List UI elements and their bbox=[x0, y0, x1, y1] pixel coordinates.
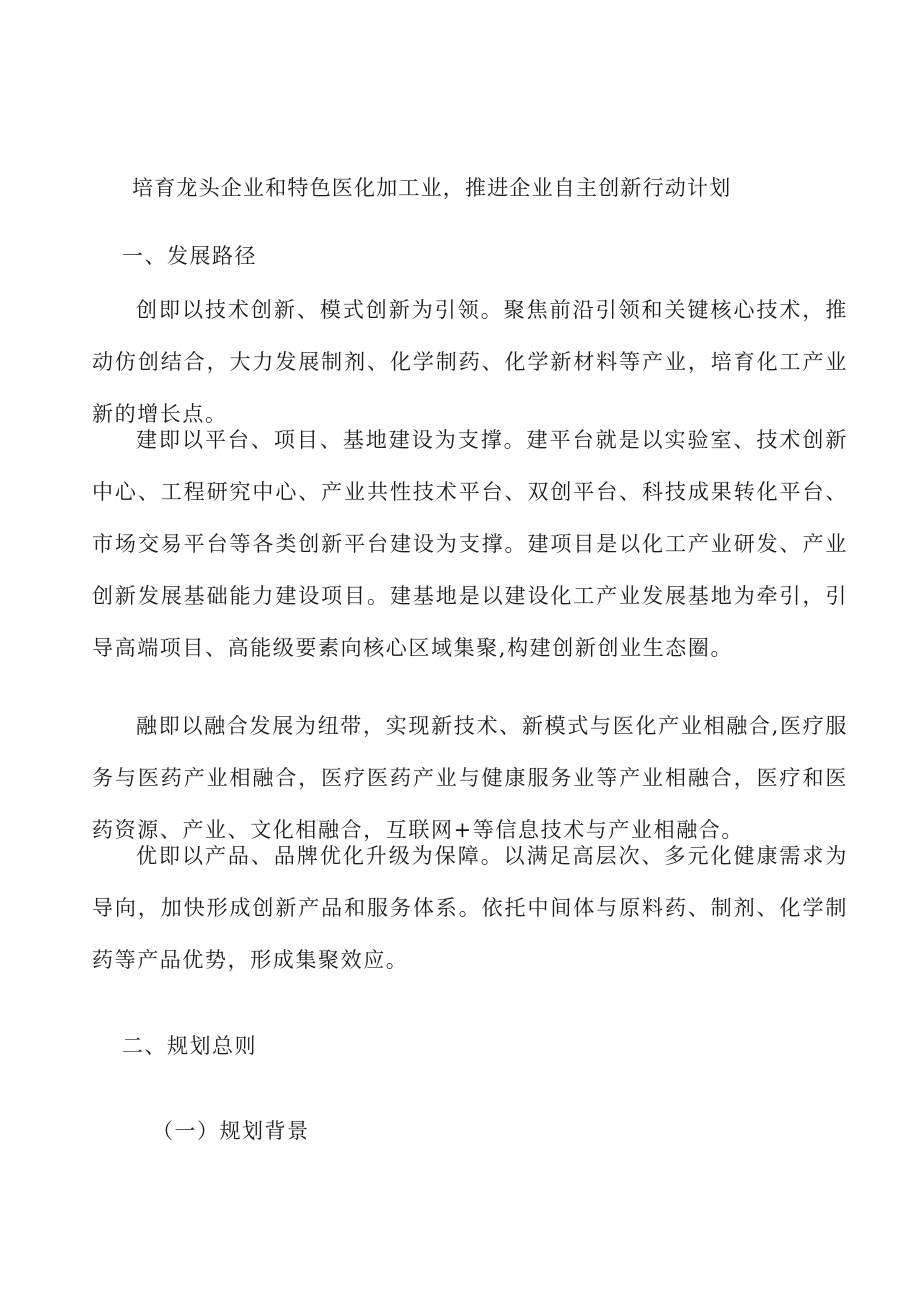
paragraph-innovation: 创即以技术创新、模式创新为引领。聚焦前沿引领和关键核心技术，推动仿创结合，大力发展制剂、化学制药、化学新材料等产业，培育化工产业新的增长点。 bbox=[92, 298, 848, 426]
subsection-heading-background: （一）规划背景 bbox=[152, 1119, 310, 1143]
paragraph-construction: 建即以平台、项目、基地建设为支撑。建平台就是以实验室、技术创新中心、工程研究中心、产业共性技术平台、双创平台、科技成果转化平台、市场交易平台等各类创新平台建设为支撑。建项目是以化工产业研发、产业创新发展基础能力建设项目。建基地是以建设化工产业发展基地为牵引，引导高端项目、高能级要素向核心区域集聚,构建创新创业生态圈。 bbox=[92, 428, 848, 660]
paragraph-optimization: 优即以产品、品牌优化升级为保障。以满足高层次、多元化健康需求为导向，加快形成创新产品和服务体系。依托中间体与原料药、制剂、化学制药等产品优势，形成集聚效应。 bbox=[92, 844, 848, 972]
document-title: 培育龙头企业和特色医化加工业，推进企业自主创新行动计划 bbox=[132, 176, 732, 200]
paragraph-integration: 融即以融合发展为纽带，实现新技术、新模式与医化产业相融合,医疗服务与医药产业相融合，医疗医药产业与健康服务业等产业相融合，医疗和医药资源、产业、文化相融合，互联网+等信息技术与产业相融合。 bbox=[92, 714, 848, 842]
section-heading-general-principles: 二、规划总则 bbox=[122, 1034, 257, 1058]
section-heading-development-path: 一、发展路径 bbox=[122, 244, 257, 268]
